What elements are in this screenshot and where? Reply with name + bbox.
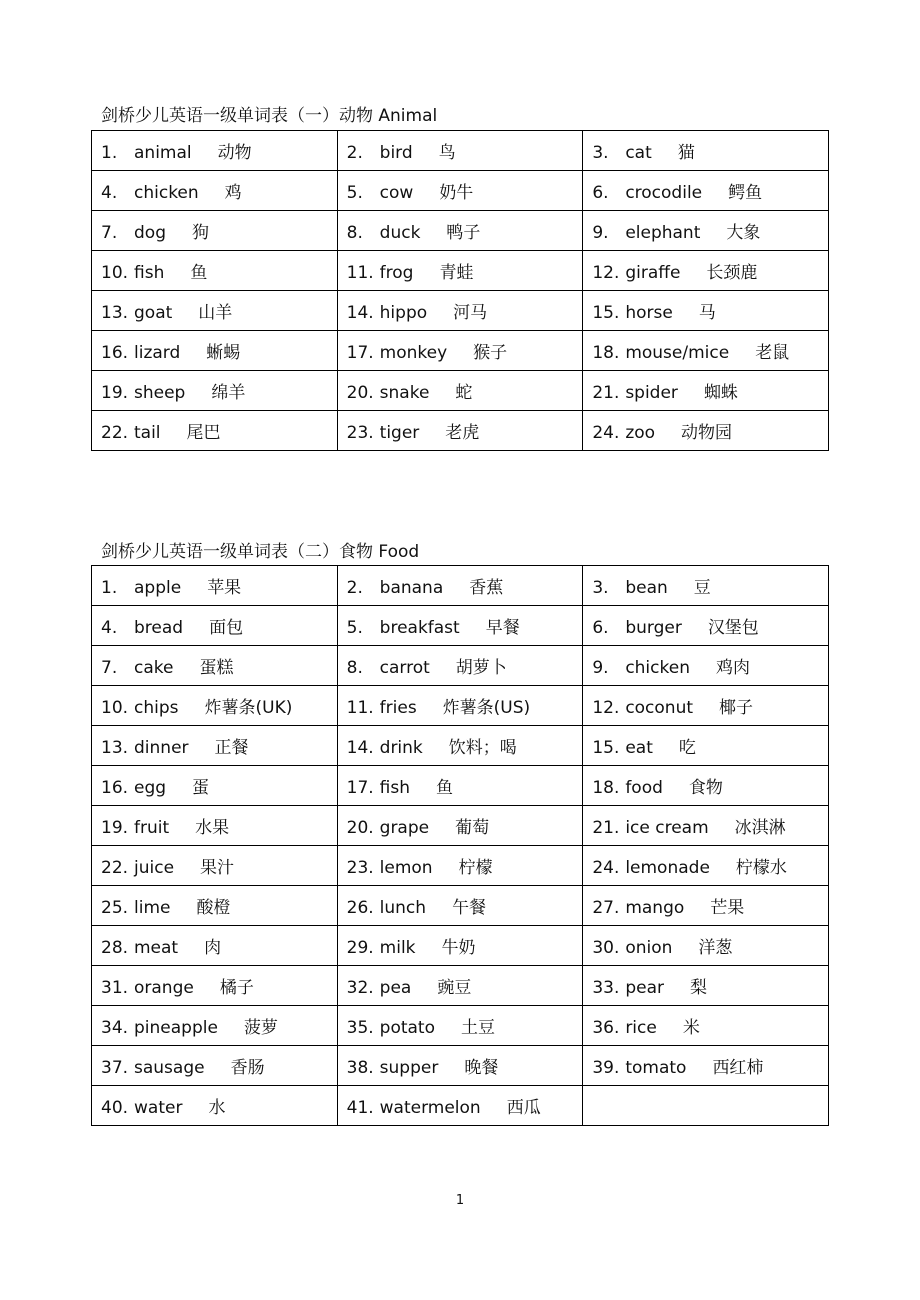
word-number: 9. bbox=[592, 223, 609, 243]
english-word: potato bbox=[379, 1018, 435, 1038]
english-word: lemonade bbox=[625, 858, 710, 878]
english-word: chips bbox=[134, 698, 179, 718]
english-word: rice bbox=[625, 1018, 657, 1038]
chinese-meaning: 马 bbox=[698, 303, 716, 323]
vocab-table-animal bbox=[91, 130, 829, 451]
vocab-cell bbox=[92, 886, 338, 926]
vocab-cell bbox=[583, 1006, 829, 1046]
chinese-meaning: 蛇 bbox=[455, 383, 473, 403]
word-number: 4. bbox=[101, 183, 118, 203]
table-row bbox=[92, 1006, 829, 1046]
word-number: 20. bbox=[346, 818, 374, 838]
vocab-cell bbox=[583, 646, 829, 686]
english-word: fish bbox=[379, 778, 410, 798]
english-word: frog bbox=[379, 263, 414, 283]
vocab-cell bbox=[92, 806, 338, 846]
english-word: goat bbox=[134, 303, 173, 323]
vocab-cell bbox=[583, 686, 829, 726]
english-word: giraffe bbox=[625, 263, 681, 283]
english-word: horse bbox=[625, 303, 673, 323]
word-number: 16. bbox=[101, 343, 129, 363]
chinese-meaning: 食物 bbox=[688, 778, 723, 798]
table-row bbox=[92, 966, 829, 1006]
table-row bbox=[92, 411, 829, 451]
chinese-meaning: 西红柿 bbox=[712, 1058, 764, 1078]
vocab-cell bbox=[337, 566, 583, 606]
chinese-meaning: 水 bbox=[208, 1098, 226, 1118]
word-number: 19. bbox=[101, 818, 129, 838]
word-number: 31. bbox=[101, 978, 129, 998]
chinese-meaning: 奶牛 bbox=[439, 183, 474, 203]
vocab-cell bbox=[583, 926, 829, 966]
vocab-cell bbox=[92, 251, 338, 291]
vocab-cell bbox=[337, 411, 583, 451]
vocab-cell bbox=[92, 131, 338, 171]
chinese-meaning: 山羊 bbox=[198, 303, 233, 323]
chinese-meaning: 绵羊 bbox=[211, 383, 246, 403]
vocab-cell bbox=[583, 766, 829, 806]
word-number: 24. bbox=[592, 858, 620, 878]
word-number: 7. bbox=[101, 658, 118, 678]
english-word: banana bbox=[379, 578, 444, 598]
english-word: tiger bbox=[379, 423, 420, 443]
english-word: water bbox=[134, 1098, 183, 1118]
chinese-meaning: 鸟 bbox=[438, 143, 456, 163]
chinese-meaning: 冰淇淋 bbox=[734, 818, 786, 838]
chinese-meaning: 葡萄 bbox=[455, 818, 490, 838]
vocab-cell bbox=[337, 331, 583, 371]
chinese-meaning: 猴子 bbox=[473, 343, 508, 363]
word-number: 3. bbox=[592, 578, 609, 598]
word-number: 27. bbox=[592, 898, 620, 918]
vocab-cell bbox=[337, 1046, 583, 1086]
table-row bbox=[92, 211, 829, 251]
english-word: apple bbox=[134, 578, 182, 598]
word-number: 9. bbox=[592, 658, 609, 678]
word-number: 28. bbox=[101, 938, 129, 958]
vocab-cell bbox=[583, 331, 829, 371]
section-title-food: 剑桥少儿英语一级单词表（二）食物 Food bbox=[101, 542, 420, 562]
table-row bbox=[92, 131, 829, 171]
table-row bbox=[92, 331, 829, 371]
word-number: 22. bbox=[101, 423, 129, 443]
english-word: grape bbox=[379, 818, 430, 838]
word-number: 40. bbox=[101, 1098, 129, 1118]
chinese-meaning: 鳄鱼 bbox=[728, 183, 763, 203]
english-word: eat bbox=[625, 738, 653, 758]
word-number: 22. bbox=[101, 858, 129, 878]
table-row bbox=[92, 886, 829, 926]
english-word: mouse/mice bbox=[625, 343, 730, 363]
chinese-meaning: 酸橙 bbox=[196, 898, 231, 918]
word-number: 4. bbox=[101, 618, 118, 638]
chinese-meaning: 长颈鹿 bbox=[706, 263, 758, 283]
word-number: 20. bbox=[346, 383, 374, 403]
english-word: mango bbox=[625, 898, 685, 918]
word-number: 3. bbox=[592, 143, 609, 163]
vocab-cell bbox=[583, 606, 829, 646]
english-word: pineapple bbox=[134, 1018, 218, 1038]
chinese-meaning: 鸡肉 bbox=[715, 658, 750, 678]
english-word: sausage bbox=[134, 1058, 205, 1078]
chinese-meaning: 豌豆 bbox=[437, 978, 472, 998]
english-word: elephant bbox=[625, 223, 701, 243]
english-word: chicken bbox=[625, 658, 690, 678]
english-word: dog bbox=[134, 223, 166, 243]
word-number: 38. bbox=[346, 1058, 374, 1078]
english-word: carrot bbox=[379, 658, 430, 678]
vocab-cell bbox=[337, 926, 583, 966]
chinese-meaning: 西瓜 bbox=[506, 1098, 541, 1118]
word-number: 10. bbox=[101, 263, 129, 283]
table-row bbox=[92, 686, 829, 726]
english-word: duck bbox=[379, 223, 421, 243]
vocab-cell bbox=[583, 371, 829, 411]
word-number: 34. bbox=[101, 1018, 129, 1038]
word-number: 1. bbox=[101, 143, 118, 163]
word-number: 32. bbox=[346, 978, 374, 998]
vocab-cell bbox=[583, 211, 829, 251]
vocab-cell bbox=[92, 606, 338, 646]
vocab-cell bbox=[337, 171, 583, 211]
chinese-meaning: 猫 bbox=[677, 143, 695, 163]
word-number: 15. bbox=[592, 738, 620, 758]
vocab-cell bbox=[583, 846, 829, 886]
chinese-meaning: 肉 bbox=[204, 938, 222, 958]
vocab-cell bbox=[583, 726, 829, 766]
english-word: sheep bbox=[134, 383, 186, 403]
vocab-cell bbox=[337, 646, 583, 686]
vocab-cell bbox=[92, 411, 338, 451]
word-number: 13. bbox=[101, 303, 129, 323]
table-row bbox=[92, 806, 829, 846]
vocab-cell bbox=[92, 686, 338, 726]
english-word: fruit bbox=[134, 818, 170, 838]
chinese-meaning: 苹果 bbox=[207, 578, 242, 598]
word-number: 2. bbox=[346, 143, 363, 163]
english-word: tomato bbox=[625, 1058, 687, 1078]
vocab-cell bbox=[583, 131, 829, 171]
word-number: 21. bbox=[592, 818, 620, 838]
word-number: 14. bbox=[346, 738, 374, 758]
word-number: 17. bbox=[346, 343, 374, 363]
vocab-cell bbox=[337, 766, 583, 806]
table-row bbox=[92, 251, 829, 291]
english-word: fish bbox=[134, 263, 165, 283]
vocab-cell bbox=[92, 966, 338, 1006]
chinese-meaning: 橘子 bbox=[219, 978, 254, 998]
chinese-meaning: 蜥蜴 bbox=[206, 343, 241, 363]
word-number: 17. bbox=[346, 778, 374, 798]
word-number: 18. bbox=[592, 343, 620, 363]
vocab-cell bbox=[583, 566, 829, 606]
chinese-meaning: 鱼 bbox=[190, 263, 208, 283]
vocab-cell bbox=[337, 1006, 583, 1046]
chinese-meaning: 牛奶 bbox=[441, 938, 476, 958]
word-number: 6. bbox=[592, 618, 609, 638]
chinese-meaning: 芒果 bbox=[710, 898, 745, 918]
chinese-meaning: 梨 bbox=[689, 978, 707, 998]
chinese-meaning: 鸡 bbox=[224, 183, 242, 203]
table-row bbox=[92, 1046, 829, 1086]
table-row bbox=[92, 1086, 829, 1126]
chinese-meaning: 蛋糕 bbox=[199, 658, 234, 678]
word-number: 1. bbox=[101, 578, 118, 598]
vocab-cell bbox=[337, 726, 583, 766]
word-number: 11. bbox=[346, 263, 374, 283]
chinese-meaning: 豆 bbox=[693, 578, 711, 598]
vocab-cell bbox=[92, 1046, 338, 1086]
english-word: cat bbox=[625, 143, 652, 163]
english-word: pea bbox=[379, 978, 412, 998]
chinese-meaning: 菠萝 bbox=[243, 1018, 278, 1038]
english-word: monkey bbox=[379, 343, 448, 363]
chinese-meaning: 果汁 bbox=[200, 858, 235, 878]
chinese-meaning: 蜘蛛 bbox=[703, 383, 738, 403]
chinese-meaning: 鸭子 bbox=[446, 223, 481, 243]
vocab-cell bbox=[337, 251, 583, 291]
vocab-cell bbox=[337, 371, 583, 411]
word-number: 19. bbox=[101, 383, 129, 403]
english-word: bread bbox=[134, 618, 184, 638]
word-number: 8. bbox=[346, 223, 363, 243]
vocab-cell bbox=[583, 291, 829, 331]
chinese-meaning: 米 bbox=[682, 1018, 700, 1038]
table-row bbox=[92, 846, 829, 886]
word-number: 12. bbox=[592, 263, 620, 283]
vocab-cell bbox=[337, 886, 583, 926]
word-number: 26. bbox=[346, 898, 374, 918]
english-word: fries bbox=[379, 698, 417, 718]
chinese-meaning: 饮料；喝 bbox=[448, 738, 517, 758]
vocab-cell bbox=[583, 411, 829, 451]
word-number: 33. bbox=[592, 978, 620, 998]
vocab-cell bbox=[92, 1086, 338, 1126]
chinese-meaning: 吃 bbox=[678, 738, 696, 758]
chinese-meaning: 青蛙 bbox=[439, 263, 474, 283]
english-word: dinner bbox=[134, 738, 189, 758]
chinese-meaning: 鱼 bbox=[436, 778, 453, 798]
vocab-cell bbox=[92, 846, 338, 886]
chinese-meaning: 大象 bbox=[726, 223, 761, 243]
vocab-cell bbox=[92, 371, 338, 411]
word-number: 39. bbox=[592, 1058, 620, 1078]
english-word: egg bbox=[134, 778, 167, 798]
english-word: lizard bbox=[134, 343, 181, 363]
chinese-meaning: 土豆 bbox=[461, 1018, 495, 1038]
vocab-cell bbox=[92, 331, 338, 371]
word-number: 23. bbox=[346, 858, 374, 878]
english-word: crocodile bbox=[625, 183, 703, 203]
chinese-meaning: 柠檬水 bbox=[735, 858, 787, 878]
english-word: bird bbox=[379, 143, 413, 163]
table-row bbox=[92, 371, 829, 411]
chinese-meaning: 动物 bbox=[217, 143, 252, 163]
english-word: lime bbox=[134, 898, 171, 918]
chinese-meaning: 洋葱 bbox=[698, 938, 733, 958]
chinese-meaning: 晚餐 bbox=[464, 1058, 499, 1078]
chinese-meaning: 狗 bbox=[191, 223, 209, 243]
vocab-cell bbox=[92, 1006, 338, 1046]
vocab-cell bbox=[337, 131, 583, 171]
english-word: cake bbox=[134, 658, 174, 678]
vocab-cell bbox=[583, 171, 829, 211]
english-word: onion bbox=[625, 938, 673, 958]
chinese-meaning: 炸薯条(US) bbox=[442, 698, 531, 718]
word-number: 16. bbox=[101, 778, 129, 798]
chinese-meaning: 午餐 bbox=[452, 898, 487, 918]
table-row bbox=[92, 606, 829, 646]
word-number: 37. bbox=[101, 1058, 129, 1078]
vocab-cell bbox=[583, 966, 829, 1006]
chinese-meaning: 汉堡包 bbox=[707, 618, 759, 638]
vocab-cell bbox=[92, 211, 338, 251]
english-word: tail bbox=[134, 423, 161, 443]
english-word: supper bbox=[379, 1058, 439, 1078]
chinese-meaning: 老虎 bbox=[445, 423, 480, 443]
english-word: meat bbox=[134, 938, 179, 958]
english-word: pear bbox=[625, 978, 664, 998]
vocab-cell bbox=[92, 726, 338, 766]
english-word: food bbox=[625, 778, 663, 798]
word-number: 13. bbox=[101, 738, 129, 758]
chinese-meaning: 香肠 bbox=[230, 1058, 265, 1078]
english-word: juice bbox=[134, 858, 175, 878]
chinese-meaning: 面包 bbox=[209, 618, 244, 638]
word-number: 6. bbox=[592, 183, 609, 203]
chinese-meaning: 水果 bbox=[195, 818, 230, 838]
english-word: watermelon bbox=[379, 1098, 481, 1118]
vocab-cell bbox=[92, 291, 338, 331]
english-word: chicken bbox=[134, 183, 199, 203]
chinese-meaning: 香蕉 bbox=[469, 578, 504, 598]
word-number: 29. bbox=[346, 938, 374, 958]
english-word: coconut bbox=[625, 698, 694, 718]
english-word: snake bbox=[379, 383, 430, 403]
page-number: 1 bbox=[455, 1193, 465, 1208]
english-word: ice cream bbox=[625, 818, 709, 838]
word-number: 5. bbox=[346, 183, 363, 203]
vocab-cell bbox=[337, 1086, 583, 1126]
vocab-cell bbox=[92, 766, 338, 806]
chinese-meaning: 尾巴 bbox=[186, 423, 221, 443]
word-number: 8. bbox=[346, 658, 363, 678]
vocab-cell bbox=[583, 1046, 829, 1086]
english-word: burger bbox=[625, 618, 682, 638]
word-number: 5. bbox=[346, 618, 363, 638]
vocab-cell bbox=[337, 806, 583, 846]
english-word: zoo bbox=[625, 423, 656, 443]
word-number: 30. bbox=[592, 938, 620, 958]
word-number: 12. bbox=[592, 698, 620, 718]
word-number: 21. bbox=[592, 383, 620, 403]
chinese-meaning: 胡萝卜 bbox=[455, 658, 507, 678]
word-number: 2. bbox=[346, 578, 363, 598]
vocab-cell bbox=[337, 686, 583, 726]
word-number: 18. bbox=[592, 778, 620, 798]
vocab-cell bbox=[337, 846, 583, 886]
english-word: milk bbox=[379, 938, 416, 958]
vocab-cell bbox=[92, 646, 338, 686]
english-word: hippo bbox=[379, 303, 428, 323]
word-number: 24. bbox=[592, 423, 620, 443]
english-word: breakfast bbox=[379, 618, 460, 638]
word-number: 23. bbox=[346, 423, 374, 443]
table-row bbox=[92, 726, 829, 766]
word-number: 14. bbox=[346, 303, 374, 323]
english-word: spider bbox=[625, 383, 678, 403]
vocab-cell bbox=[92, 566, 338, 606]
word-number: 41. bbox=[346, 1098, 374, 1118]
english-word: lemon bbox=[379, 858, 433, 878]
table-row bbox=[92, 646, 829, 686]
table-row bbox=[92, 291, 829, 331]
chinese-meaning: 蛋 bbox=[192, 778, 210, 798]
english-word: cow bbox=[379, 183, 414, 203]
chinese-meaning: 炸薯条(UK) bbox=[204, 698, 293, 718]
chinese-meaning: 柠檬 bbox=[458, 858, 493, 878]
vocab-cell bbox=[583, 806, 829, 846]
table-row bbox=[92, 171, 829, 211]
vocab-cell bbox=[92, 171, 338, 211]
chinese-meaning: 正餐 bbox=[214, 738, 249, 758]
chinese-meaning: 河马 bbox=[453, 303, 488, 323]
word-number: 7. bbox=[101, 223, 118, 243]
vocab-cell bbox=[337, 211, 583, 251]
english-word: lunch bbox=[379, 898, 427, 918]
section-title-animal: 剑桥少儿英语一级单词表（一）动物 Animal bbox=[101, 106, 438, 126]
vocab-cell bbox=[583, 1086, 829, 1126]
vocab-cell bbox=[337, 291, 583, 331]
vocab-cell bbox=[337, 966, 583, 1006]
word-number: 11. bbox=[346, 698, 374, 718]
chinese-meaning: 早餐 bbox=[485, 618, 520, 638]
table-row bbox=[92, 766, 829, 806]
vocab-cell bbox=[583, 886, 829, 926]
vocab-cell bbox=[337, 606, 583, 646]
vocab-table-food bbox=[91, 565, 829, 1126]
table-row bbox=[92, 566, 829, 606]
chinese-meaning: 椰子 bbox=[719, 698, 754, 718]
english-word: orange bbox=[134, 978, 194, 998]
english-word: drink bbox=[379, 738, 423, 758]
word-number: 25. bbox=[101, 898, 129, 918]
word-number: 15. bbox=[592, 303, 620, 323]
vocab-cell bbox=[92, 926, 338, 966]
word-number: 36. bbox=[592, 1018, 620, 1038]
word-number: 10. bbox=[101, 698, 129, 718]
chinese-meaning: 老鼠 bbox=[755, 343, 790, 363]
word-number: 35. bbox=[346, 1018, 374, 1038]
table-row bbox=[92, 926, 829, 966]
english-word: bean bbox=[625, 578, 668, 598]
chinese-meaning: 动物园 bbox=[681, 423, 733, 443]
vocab-cell bbox=[583, 251, 829, 291]
english-word: animal bbox=[134, 143, 192, 163]
